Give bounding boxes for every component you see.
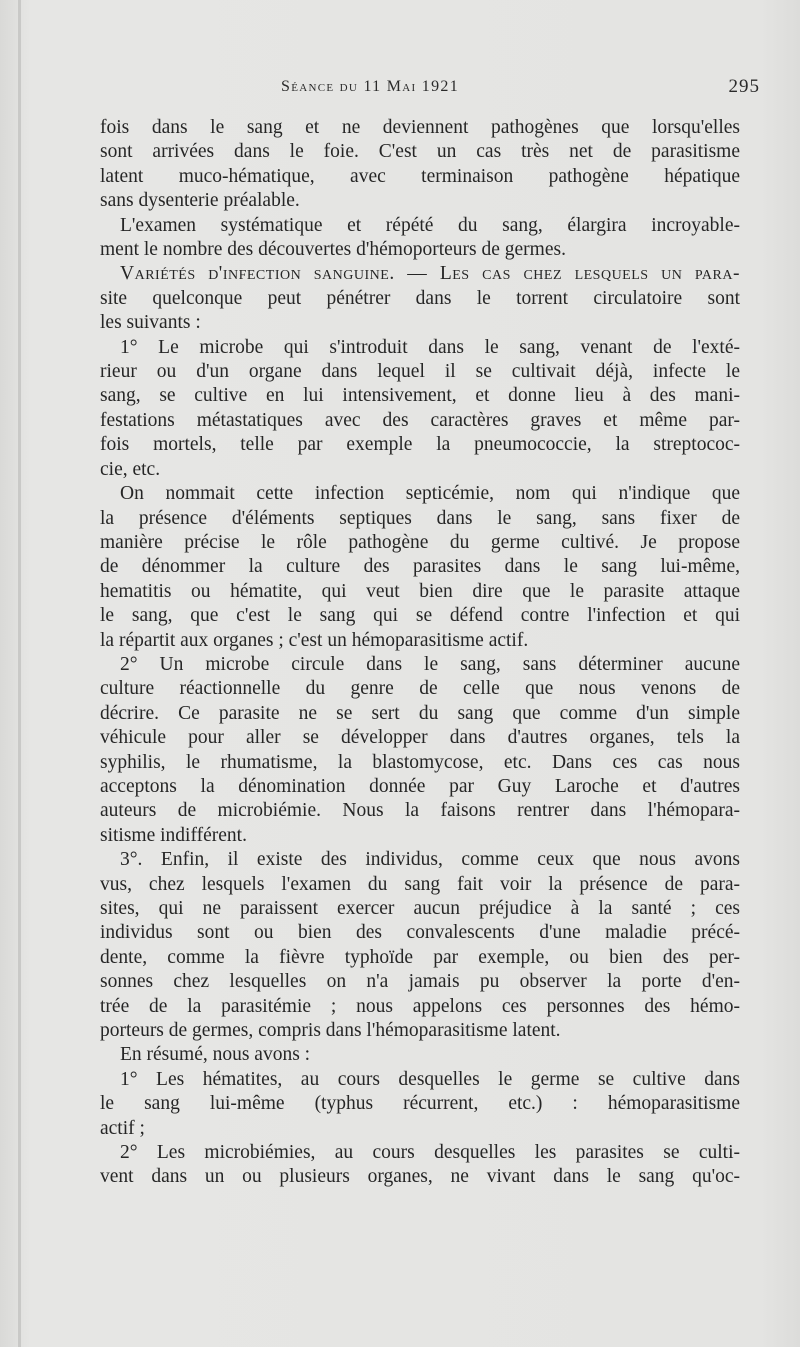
text-line: auteurs de microbiémie. Nous la faisons rentrer dans l'hémopara- — [100, 800, 740, 822]
text-line: site quelconque peut pénétrer dans le torrent circulatoire sont — [100, 287, 740, 309]
body-text — [100, 116, 740, 1190]
text-line: le sang lui-même (typhus récurrent, etc.) : hémoparasitisme — [100, 1093, 740, 1115]
text-line: la répartit aux organes ; c'est un hémoparasitisme actif. — [100, 629, 529, 651]
section-heading-line: Variétés d'infection sanguine. — Les cas chez lesquels un para- — [120, 263, 740, 285]
text-line: actif ; — [100, 1117, 145, 1139]
text-line: trée de la parasitémie ; nous appelons ces personnes des hémo- — [100, 995, 740, 1017]
text-line: sitisme indifférent. — [100, 824, 247, 846]
text-line: L'examen systématique et répété du sang, élargira incroyable- — [120, 214, 740, 236]
text-line: syphilis, le rhumatisme, la blastomycose, etc. Dans ces cas nous — [100, 751, 740, 773]
text-line: acceptons la dénomination donnée par Guy Laroche et d'autres — [100, 775, 740, 797]
text-line: individus sont ou bien des convalescents d'une maladie précé- — [100, 922, 740, 944]
text-line: hematitis ou hématite, qui veut bien dire que le parasite attaque — [100, 580, 740, 602]
text-line: En résumé, nous avons : — [120, 1044, 311, 1066]
text-line: 2° Les microbiémies, au cours desquelles les parasites se culti- — [120, 1142, 740, 1164]
text-line: fois mortels, telle par exemple la pneumococcie, la streptococ- — [100, 434, 740, 456]
text-line: les suivants : — [100, 312, 201, 334]
text-line: véhicule pour aller se développer dans d'autres organes, tels la — [100, 727, 740, 749]
text-line: vus, chez lesquels l'examen du sang fait voir la présence de para- — [100, 873, 740, 895]
text-line: rieur ou d'un organe dans lequel il se cultivait déjà, infecte le — [100, 361, 740, 383]
page-number: 295 — [728, 76, 760, 97]
text-line: ment le nombre des découvertes d'hémoporteurs de germes. — [100, 239, 566, 261]
text-line: sans dysenterie préalable. — [100, 190, 300, 212]
page-binding-edge — [18, 0, 21, 1347]
text-line: festations métastatiques avec des caractères graves et même par- — [100, 409, 740, 431]
text-line: sonnes chez lesquelles on n'a jamais pu observer la porte d'en- — [100, 971, 740, 993]
text-line: 3°. Enfin, il existe des individus, comme ceux que nous avons — [120, 849, 740, 871]
text-line: de dénommer la culture des parasites dans le sang lui-même, — [100, 556, 740, 578]
text-line: vent dans un ou plusieurs organes, ne vivant dans le sang qu'oc- — [100, 1166, 740, 1188]
text-line: le sang, que c'est le sang qui se défend contre l'infection et qui — [100, 605, 740, 627]
text-line: la présence d'éléments septiques dans le sang, sans fixer de — [100, 507, 740, 529]
text-line: sites, qui ne paraissent exercer aucun préjudice à la santé ; ces — [100, 898, 740, 919]
page-header — [100, 74, 760, 104]
running-head: Séance du 11 Mai 1921 — [281, 78, 459, 95]
text-line: décrire. Ce parasite ne se sert du sang que comme d'un simple — [100, 702, 740, 724]
text-line: cie, etc. — [100, 458, 161, 480]
text-line: sang, se cultive en lui intensivement, et donne lieu à des mani- — [100, 385, 740, 407]
text-line: dente, comme la fièvre typhoïde par exemple, ou bien des per- — [100, 946, 740, 968]
text-line: sont arrivées dans le foie. C'est un cas très net de parasitisme — [100, 141, 740, 163]
text-line: On nommait cette infection septicémie, nom qui n'indique que — [120, 483, 740, 505]
text-line: culture réactionnelle du genre de celle que nous venons de — [100, 678, 740, 700]
text-line: manière précise le rôle pathogène du germe cultivé. Je propose — [100, 531, 740, 553]
text-line: 1° Le microbe qui s'introduit dans le sang, venant de l'exté- — [120, 336, 740, 358]
text-line: porteurs de germes, compris dans l'hémoparasitisme latent. — [100, 1020, 561, 1042]
text-line: 1° Les hématites, au cours desquelles le germe se cultive dans — [120, 1068, 740, 1090]
text-line: fois dans le sang et ne deviennent pathogènes que lorsqu'elles — [100, 117, 740, 138]
text-line: 2° Un microbe circule dans le sang, sans déterminer aucune — [120, 653, 740, 675]
text-line: latent muco-hématique, avec terminaison pathogène hépatique — [100, 165, 740, 187]
